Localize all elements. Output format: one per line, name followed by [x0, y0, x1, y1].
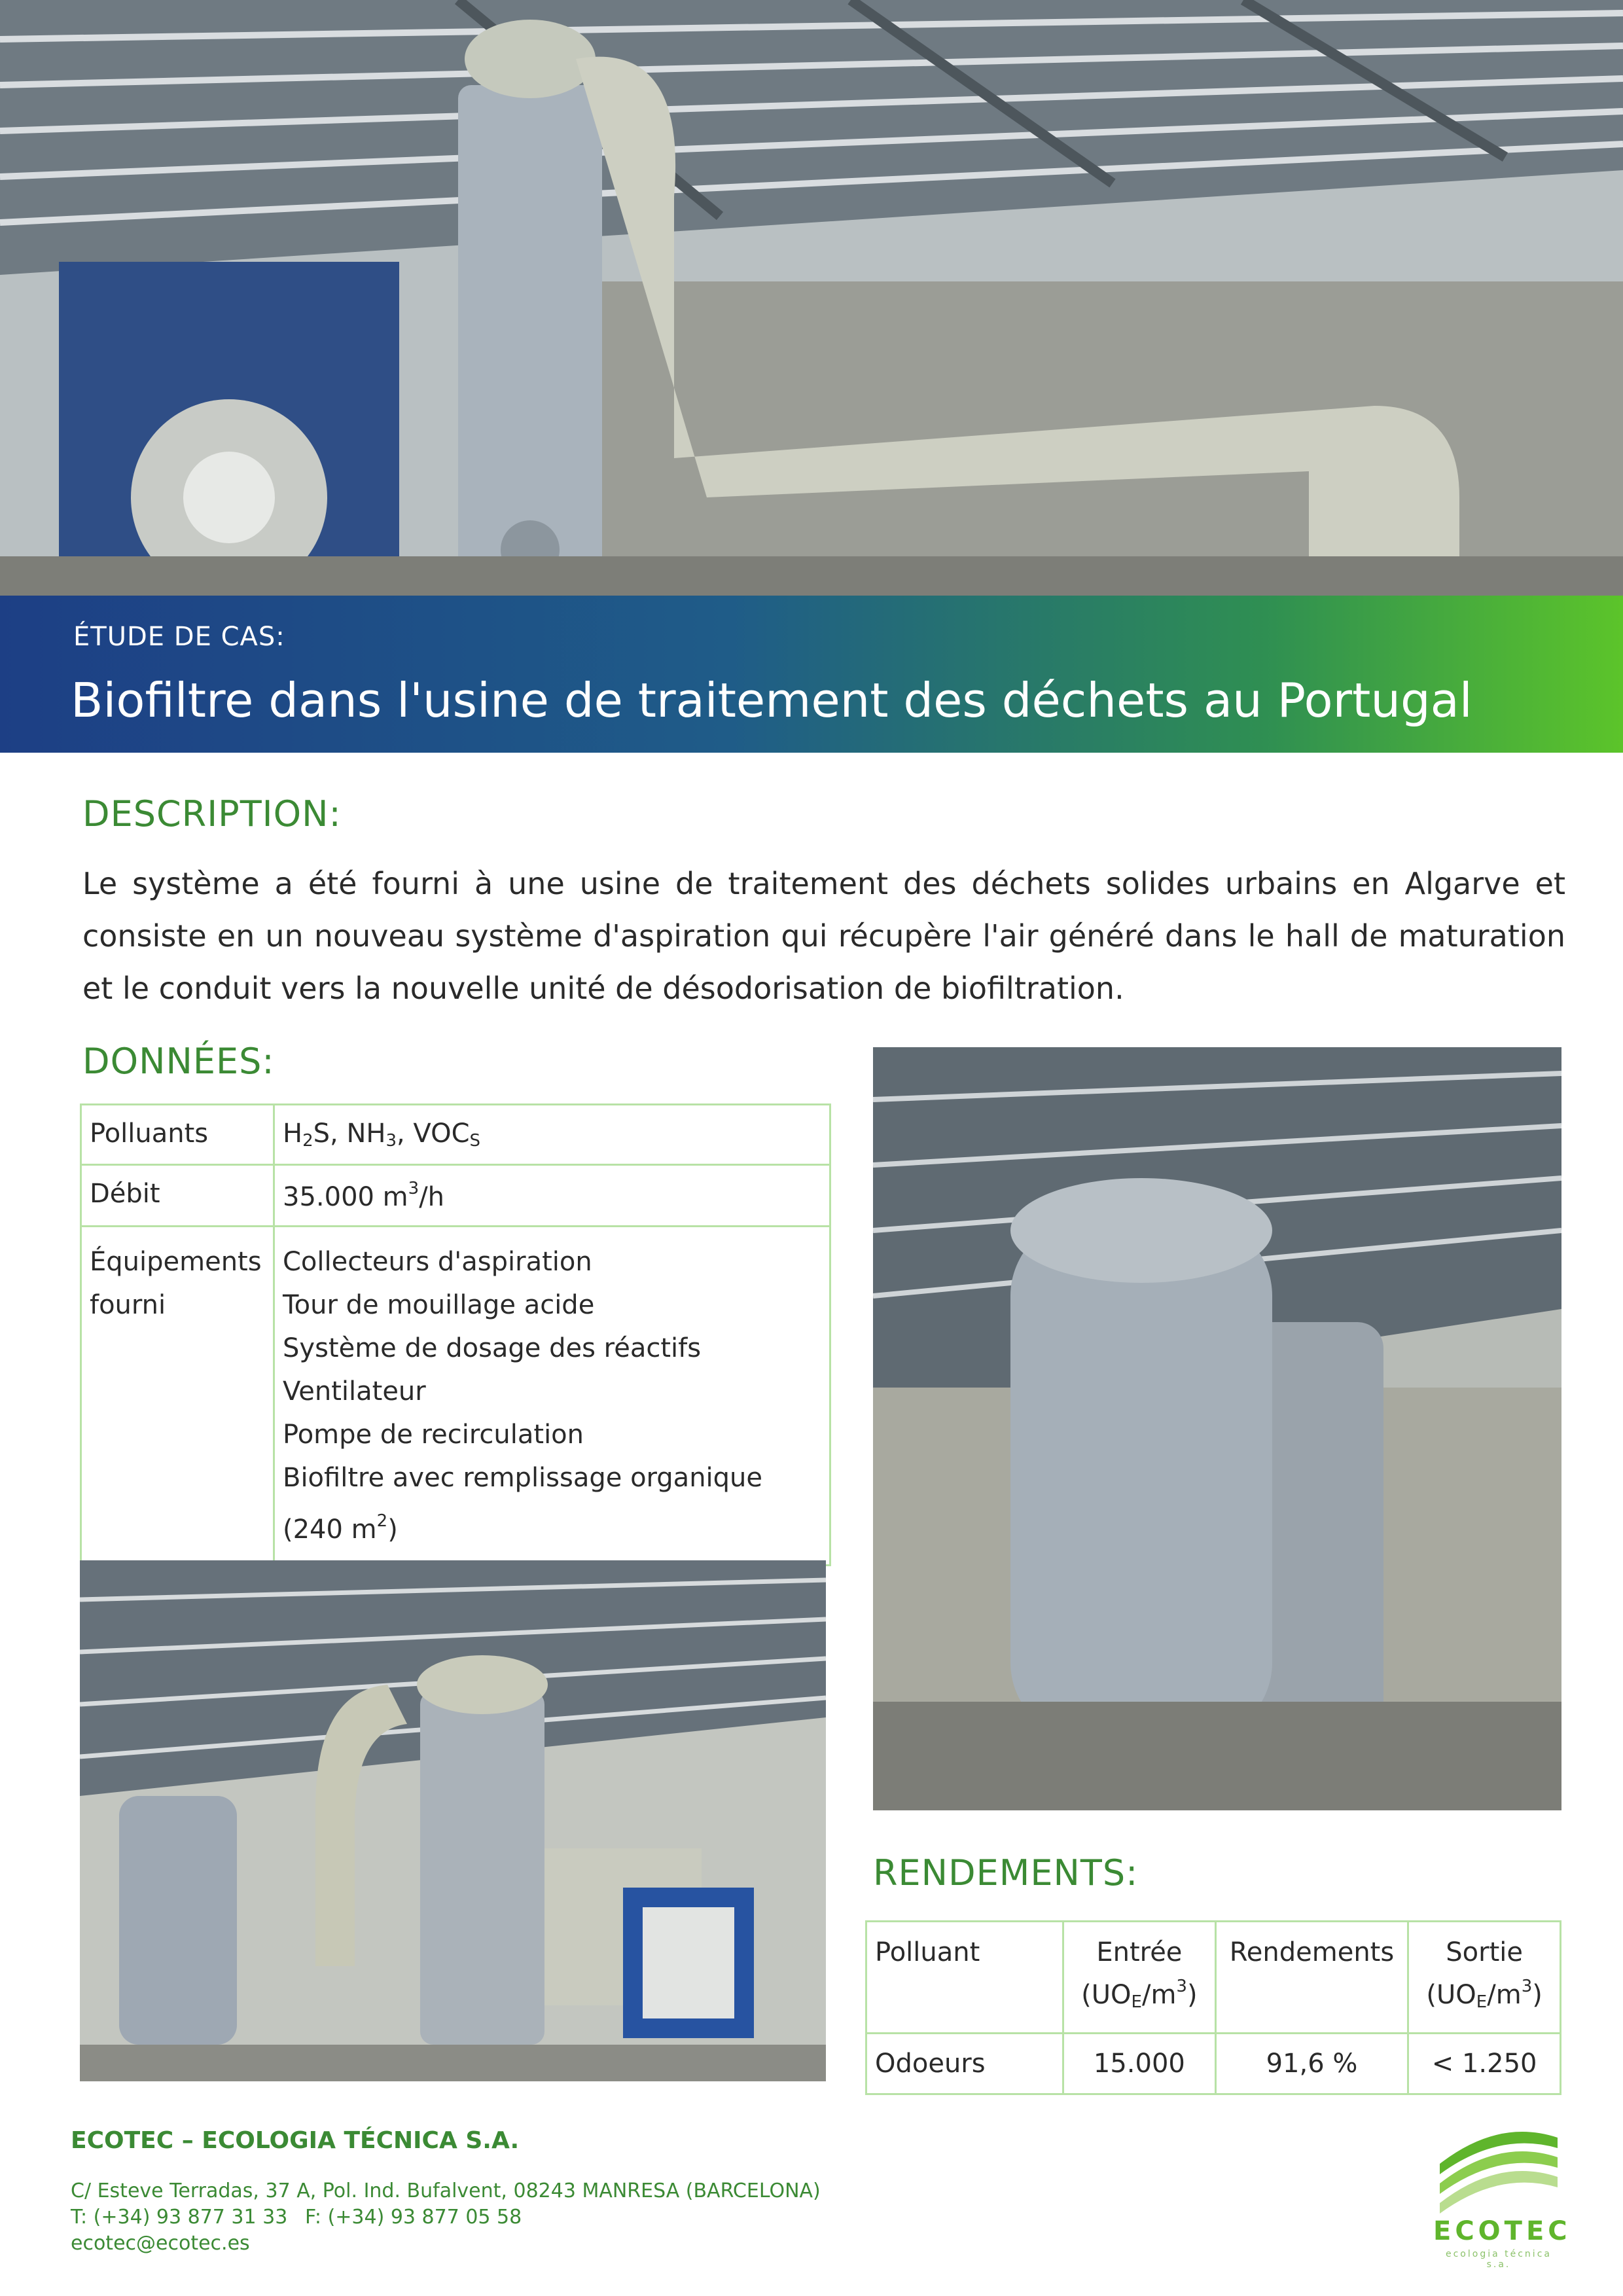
pollutants-value: $H_2S$, $NH_3$, $VOC_S$	[274, 1105, 830, 1165]
logo-wordmark: ECOTEC	[1433, 2216, 1571, 2246]
flow-value: 35.000 $m^3/h$	[274, 1165, 830, 1227]
performance-table	[865, 1920, 1561, 2095]
installation-photo	[80, 1560, 826, 2081]
company-name: ECOTEC – ECOLOGIA TÉCNICA S.A.	[71, 2127, 520, 2154]
table-row	[81, 1227, 830, 1566]
description-heading: DESCRIPTION:	[82, 793, 342, 834]
case-study-kicker: ÉTUDE DE CAS:	[73, 622, 285, 652]
email-link[interactable]: ecotec@ecotec.es	[71, 2232, 250, 2255]
row-efficiency: 91,6 %	[1215, 2034, 1408, 2094]
phone: T: (+34) 93 877 31 33	[71, 2206, 288, 2229]
list-item: Collecteurs d'aspiration	[283, 1247, 592, 1277]
tanks-photo	[873, 1047, 1561, 1810]
logo-tagline: ecologia técnica s.a.	[1446, 2249, 1552, 2270]
flow-label: Débit	[81, 1165, 274, 1227]
list-item: Ventilateur	[283, 1376, 426, 1407]
row-outlet: < 1.250	[1408, 2034, 1561, 2094]
header-efficiency: Rendements	[1215, 1922, 1408, 2034]
description-text: Le système a été fourni à une usine de traitement des déchets solides urbains en Algarve et consiste en un nouveau système d'aspiration qui récupère l'air généré dans le hall de maturation et le conduit vers la nouvelle unité de désodorisation de biofiltration.	[82, 866, 1565, 1006]
header-inlet: Entrée $(UO_E/m^3)$	[1063, 1922, 1216, 2034]
header-outlet: Sortie $(UO_E/m^3)$	[1408, 1922, 1561, 2034]
table-row	[81, 1105, 830, 1165]
table-row	[81, 1165, 830, 1227]
equipment-list	[274, 1227, 830, 1566]
equipment-label: Équipements fourni	[81, 1227, 274, 1566]
title-banner	[0, 596, 1623, 753]
address: C/ Esteve Terradas, 37 A, Pol. Ind. Bufalvent, 08243 MANRESA (BARCELONA)	[71, 2179, 821, 2202]
table-row	[866, 2034, 1561, 2094]
list-item: Pompe de recirculation	[283, 1420, 584, 1450]
data-heading: DONNÉES:	[82, 1041, 275, 1082]
list-item: Biofiltre avec remplissage organique (240 $m^2$)	[283, 1463, 763, 1545]
fax: F: (+34) 93 877 05 58	[305, 2206, 522, 2229]
list-item: Tour de mouillage acide	[283, 1290, 595, 1320]
page-title: Biofiltre dans l'usine de traitement des déchets au Portugal	[71, 673, 1472, 728]
performance-heading: RENDEMENTS:	[873, 1852, 1139, 1893]
row-inlet: 15.000	[1063, 2034, 1216, 2094]
header-pollutant: Polluant	[866, 1922, 1063, 2034]
row-pollutant: Odoeurs	[866, 2034, 1063, 2094]
list-item: Système de dosage des réactifs	[283, 1333, 702, 1363]
hero-photo	[0, 0, 1623, 596]
pollutants-label: Polluants	[81, 1105, 274, 1165]
data-table	[80, 1103, 831, 1566]
table-header-row	[866, 1922, 1561, 2034]
